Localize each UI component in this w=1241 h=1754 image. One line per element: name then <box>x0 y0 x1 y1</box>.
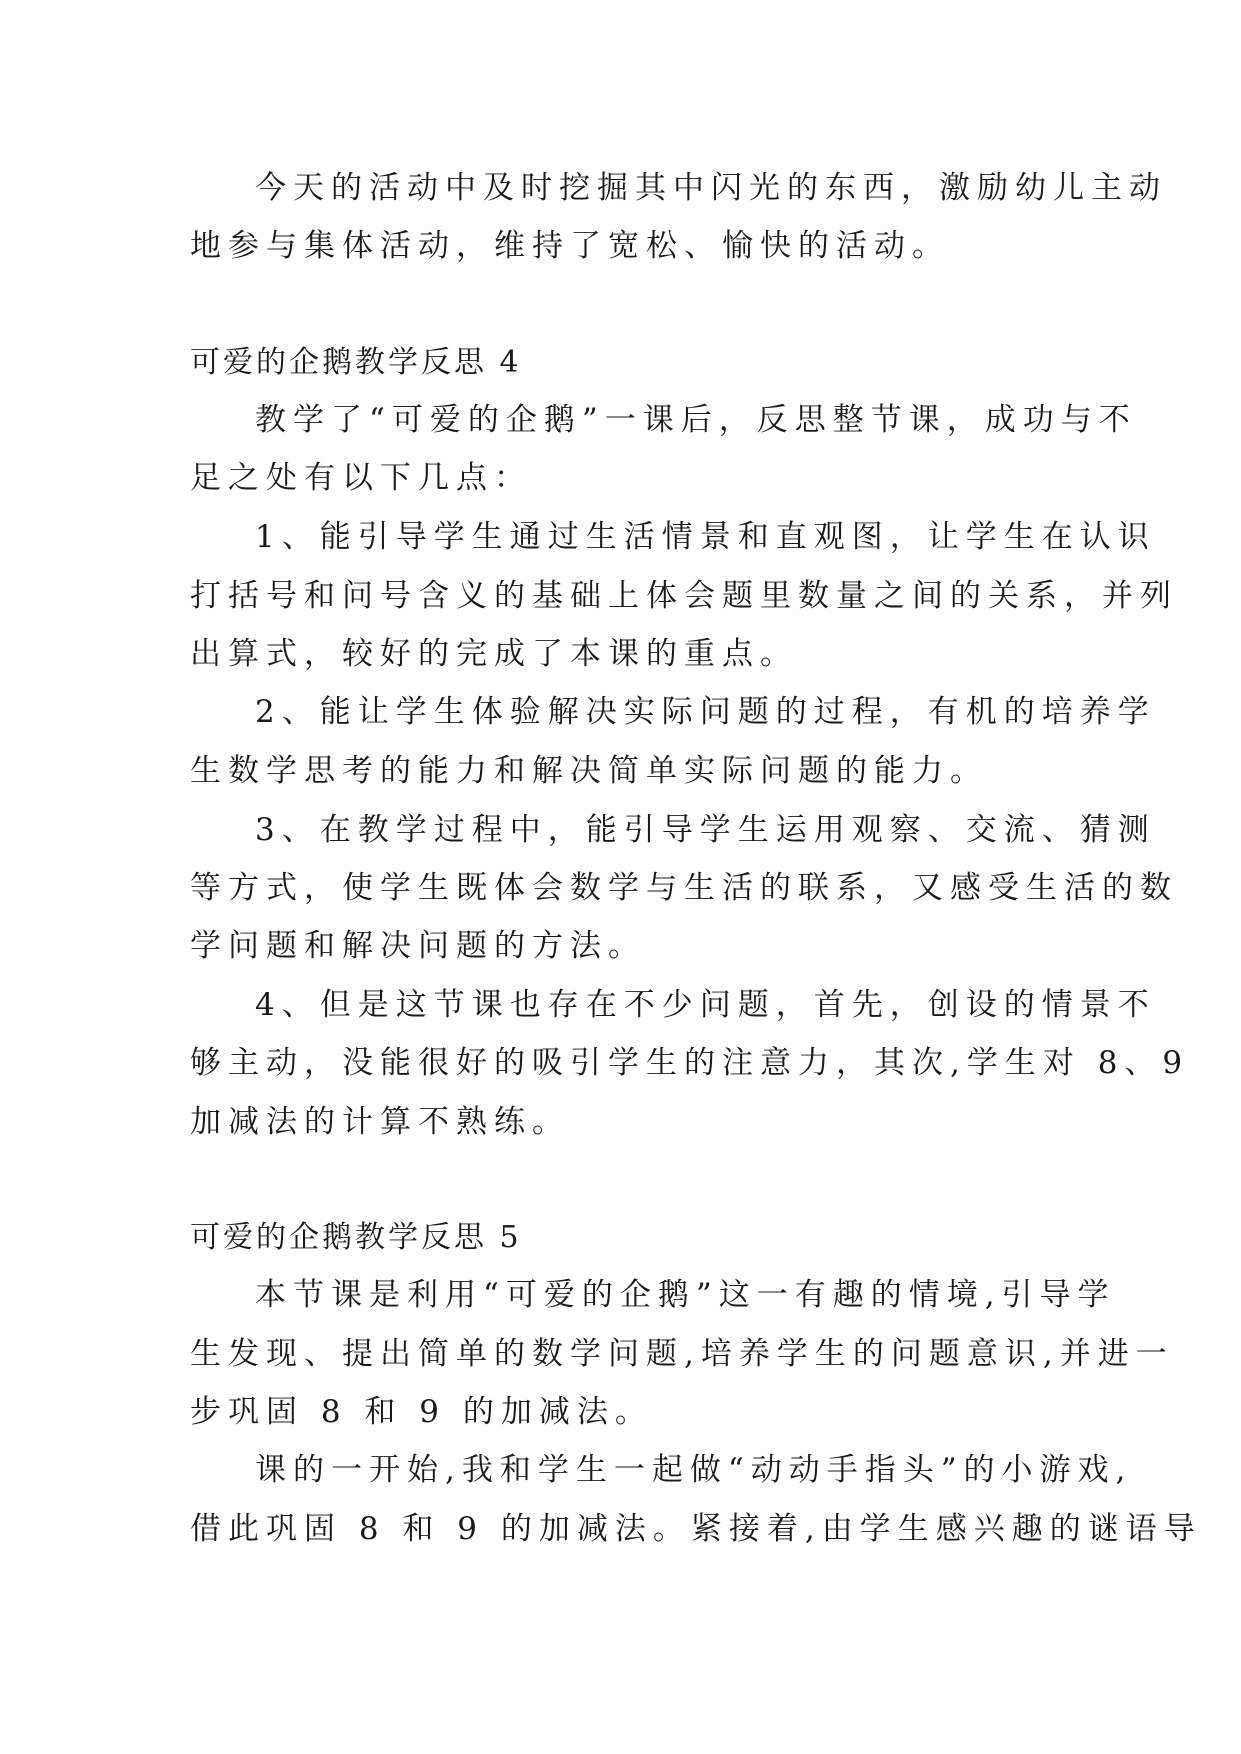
paragraph-line: 生发现、提出简单的数学问题,培养学生的问题意识,并进一 <box>190 1336 1174 1372</box>
paragraph-line: 1、能引导学生通过生活情景和直观图，让学生在认识 <box>255 519 1156 555</box>
paragraph-line: 步巩固 8 和 9 的加减法。 <box>190 1394 653 1430</box>
paragraph-line: 课的一开始,我和学生一起做“动动手指头”的小游戏, <box>255 1452 1133 1488</box>
paragraph-line: 够主动，没能很好的吸引学生的注意力，其次,学生对 8、9 <box>190 1045 1190 1081</box>
section-heading: 可爱的企鹅教学反思 5 <box>190 1220 522 1255</box>
section-heading: 可爱的企鹅教学反思 4 <box>190 345 522 380</box>
paragraph-line: 2、能让学生体验解决实际问题的过程，有机的培养学 <box>255 694 1156 730</box>
paragraph-line: 教学了“可爱的企鹅”一课后，反思整节课，成功与不 <box>255 402 1137 438</box>
paragraph-line: 4、但是这节课也存在不少问题，首先，创设的情景不 <box>255 987 1156 1023</box>
paragraph-line: 学问题和解决问题的方法。 <box>190 928 646 964</box>
paragraph-line: 打括号和问号含义的基础上体会题里数量之间的关系，并列 <box>190 578 1178 614</box>
paragraph-line: 地参与集体活动，维持了宽松、愉快的活动。 <box>190 228 950 264</box>
paragraph-line: 借此巩固 8 和 9 的加减法。紧接着,由学生感兴趣的谜语导 <box>190 1511 1202 1547</box>
paragraph-line: 3、在教学过程中，能引导学生运用观察、交流、猜测 <box>255 812 1156 848</box>
paragraph-line: 出算式，较好的完成了本课的重点。 <box>190 636 798 672</box>
paragraph-line: 今天的活动中及时挖掘其中闪光的东西，激励幼儿主动 <box>255 170 1167 206</box>
paragraph-line: 生数学思考的能力和解决简单实际问题的能力。 <box>190 753 988 789</box>
paragraph-line: 足之处有以下几点： <box>190 460 532 496</box>
paragraph-line: 本节课是利用“可爱的企鹅”这一有趣的情境,引导学 <box>255 1277 1116 1313</box>
paragraph-line: 加减法的计算不熟练。 <box>190 1104 570 1140</box>
paragraph-line: 等方式，使学生既体会数学与生活的联系，又感受生活的数 <box>190 870 1178 906</box>
